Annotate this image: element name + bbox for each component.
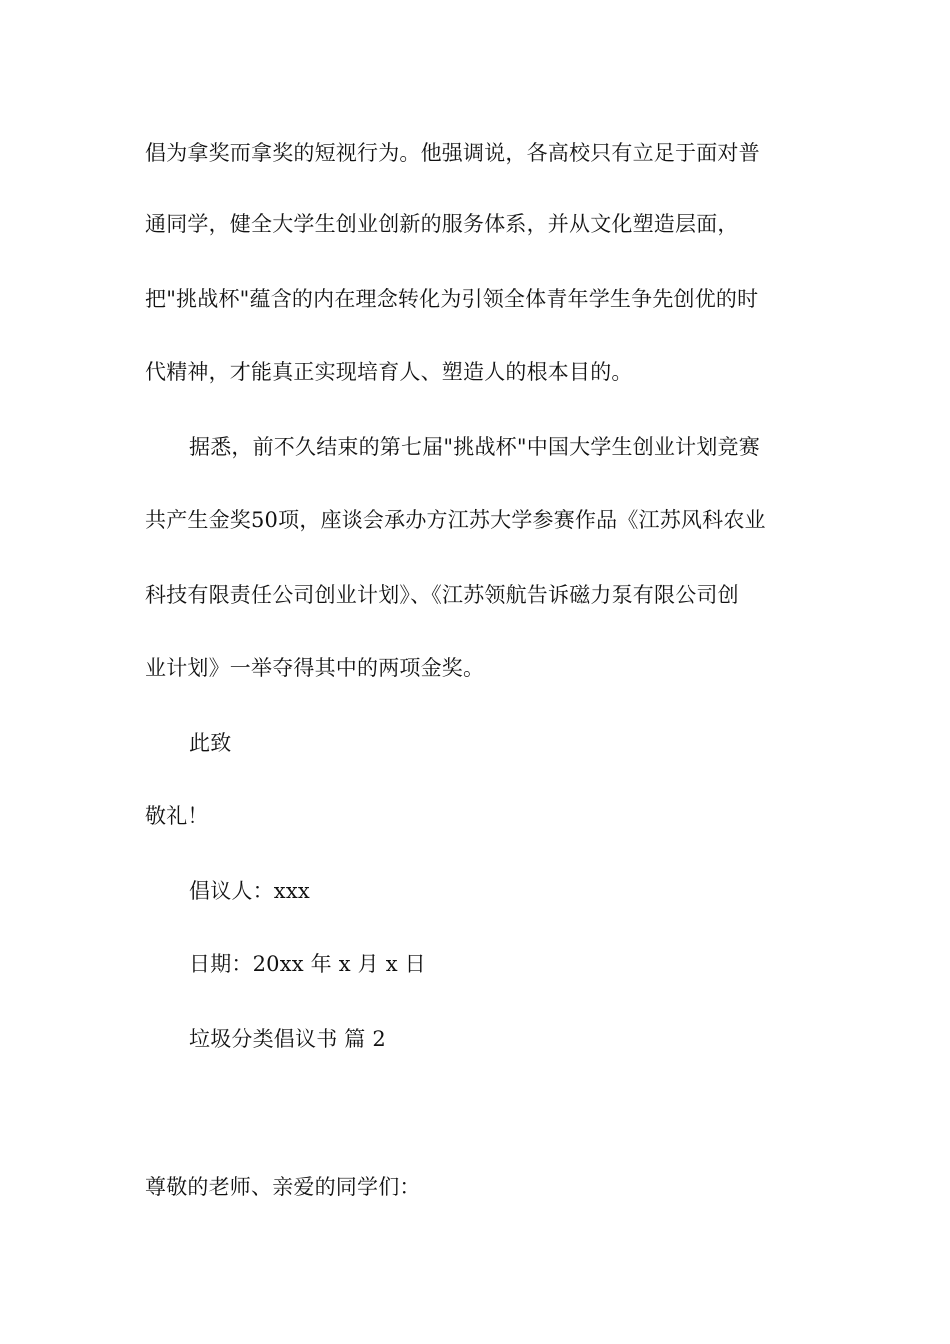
section-title: 垃圾分类倡议书 篇 2 [189,1027,386,1051]
paragraph-1-line-4: 代精神，才能真正实现培育人、塑造人的根本目的。 [145,360,633,384]
paragraph-1-line-3: 把"挑战杯"蕴含的内在理念转化为引领全体青年学生争先创优的时 [145,287,759,311]
paragraph-2-line-3: 科技有限责任公司创业计划》、《江苏领航告诉磁力泵有限公司创 [145,583,739,607]
date-line: 日期：20xx 年 x 月 x 日 [189,952,426,976]
greeting-line: 尊敬的老师、亲爱的同学们： [145,1175,421,1199]
paragraph-1-line-1: 倡为拿奖而拿奖的短视行为。他强调说，各高校只有立足于面对普 [145,141,760,165]
paragraph-2-line-4: 业计划》一举夺得其中的两项金奖。 [145,656,485,680]
paragraph-2-line-1: 据悉，前不久结束的第七届"挑战杯"中国大学生创业计划竞赛 [189,435,760,459]
proposer-line: 倡议人：xxx [189,879,310,903]
paragraph-1-line-2: 通同学，健全大学生创业创新的服务体系，并从文化塑造层面， [145,212,739,236]
closing-text: 此致 [189,731,232,755]
salute-text: 敬礼！ [145,804,209,828]
paragraph-2-line-2: 共产生金奖50项，座谈会承办方江苏大学参赛作品《江苏风科农业 [145,508,766,532]
